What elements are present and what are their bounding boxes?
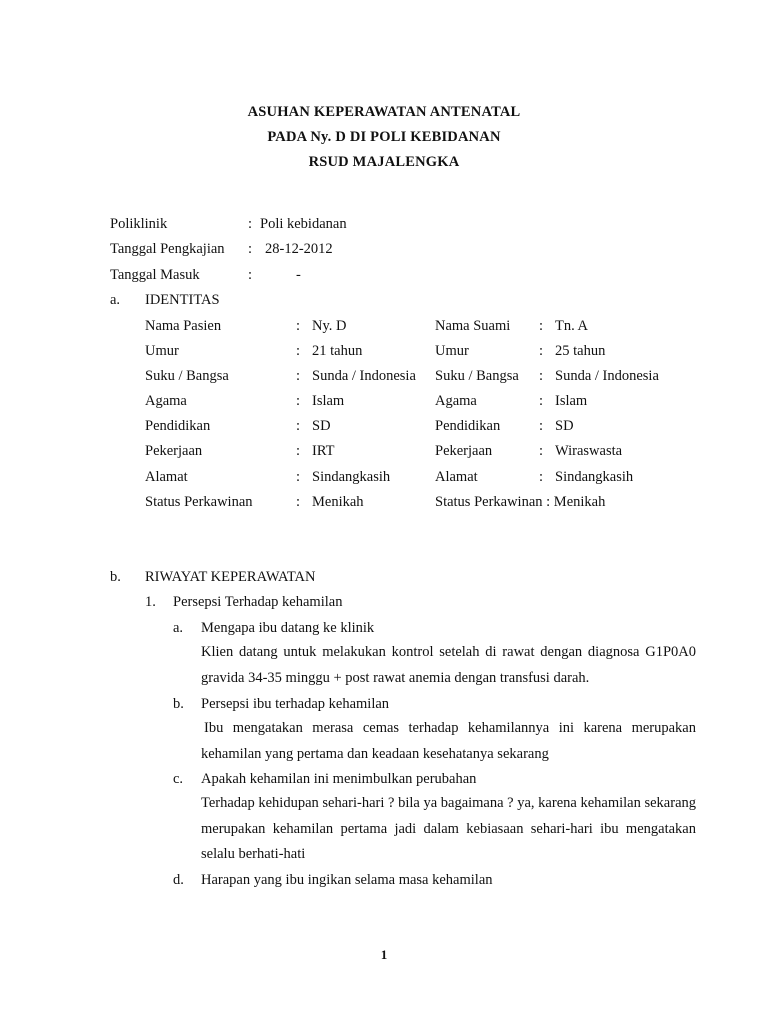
identity-label: Umur [145, 343, 179, 359]
subitem-marker: d. [173, 872, 184, 888]
section-a-heading: IDENTITAS [145, 292, 220, 308]
identity-label: Status Perkawinan [145, 494, 253, 510]
title-line-3: RSUD MAJALENGKA [308, 154, 460, 170]
subitem-question: Persepsi ibu terhadap kehamilan [201, 696, 390, 712]
identity-colon: : [296, 393, 301, 409]
identity-label: Pekerjaan [145, 443, 203, 459]
identity-colon: : [539, 318, 544, 334]
identity-label-2: Suku / Bangsa [435, 368, 519, 384]
field-label-poliklinik: Poliklinik [110, 216, 168, 232]
identity-value: Sindangkasih [312, 469, 391, 485]
identity-colon: : [539, 393, 544, 409]
identity-colon: : [296, 443, 301, 459]
identity-label: Agama [145, 393, 187, 409]
identity-value: Sunda / Indonesia [312, 368, 416, 384]
identity-label-2: Agama [435, 393, 477, 409]
identity-value-2: Sindangkasih [555, 469, 634, 485]
identity-colon: : [296, 368, 301, 384]
field-value-tanggal-pengkajian: 28-12-2012 [265, 241, 333, 257]
field-label-tanggal-masuk: Tanggal Masuk [110, 267, 200, 283]
identity-label-2: Pekerjaan [435, 443, 493, 459]
subitem-marker: b. [173, 696, 184, 712]
item-heading: Persepsi Terhadap kehamilan [173, 594, 343, 610]
identity-colon: : [539, 418, 544, 434]
field-label-tanggal-pengkajian: Tanggal Pengkajian [110, 241, 225, 257]
identity-colon: : [539, 443, 544, 459]
subitem-answer: Terhadap kehidupan sehari-hari ? bila ya bagaimana ? ya, karena kehamilan sekarang merupakan kehamilan pertama jadi dalam kebiasaan sehari-hari ibu mengatakan selalu berhati-hati [201, 795, 696, 862]
field-colon: : [248, 241, 253, 257]
identity-value: Menikah [312, 494, 364, 510]
subitem-marker: c. [173, 771, 184, 787]
title-line-1: ASUHAN KEPERAWATAN ANTENATAL [247, 104, 521, 120]
identity-label-2: Pendidikan [435, 418, 501, 434]
identity-value: Islam [312, 393, 345, 409]
identity-label: Suku / Bangsa [145, 368, 229, 384]
identity-colon: : [296, 418, 301, 434]
field-value-tanggal-masuk: - [296, 267, 301, 283]
page-number: 1 [380, 947, 388, 962]
identity-value: SD [312, 418, 331, 434]
identity-colon: : [296, 318, 301, 334]
identity-colon: : [296, 343, 301, 359]
section-b-heading: RIWAYAT KEPERAWATAN [145, 569, 316, 585]
identity-label: Nama Pasien [145, 318, 222, 334]
identity-value-2: 25 tahun [555, 343, 606, 359]
section-a-marker: a. [110, 292, 121, 308]
identity-label-2: Nama Suami [435, 318, 511, 334]
item-number: 1. [145, 594, 156, 610]
identity-value-2: Islam [555, 393, 588, 409]
identity-colon: : [296, 469, 301, 485]
identity-colon: : [539, 368, 544, 384]
identity-label-2: Status Perkawinan : Menikah [435, 494, 606, 510]
identity-value-2: Tn. A [555, 318, 589, 334]
subitem-question: Apakah kehamilan ini menimbulkan perubahan [201, 771, 477, 787]
field-colon: : [248, 267, 253, 283]
identity-value: 21 tahun [312, 343, 363, 359]
subitem-question: Harapan yang ibu ingikan selama masa kehamilan [201, 872, 493, 888]
identity-label: Pendidikan [145, 418, 211, 434]
identity-value-2: Sunda / Indonesia [555, 368, 659, 384]
field-value-poliklinik: Poli kebidanan [260, 216, 347, 232]
identity-label: Alamat [145, 469, 188, 485]
identity-colon: : [539, 469, 544, 485]
title-line-2: PADA Ny. D DI POLI KEBIDANAN [267, 129, 501, 145]
subitem-question: Mengapa ibu datang ke klinik [201, 620, 375, 636]
identity-value: IRT [312, 443, 335, 459]
identity-colon: : [539, 343, 544, 359]
section-b-marker: b. [110, 569, 121, 585]
subitem-answer: Ibu mengatakan merasa cemas terhadap kehamilannya ini karena merupakan kehamilan yang pertama dan keadaan kesehatanya sekarang [201, 720, 696, 762]
subitem-answer: Klien datang untuk melakukan kontrol setelah di rawat dengan diagnosa G1P0A0 gravida 34-35 minggu + post rawat anemia dengan transfusi darah. [201, 644, 696, 686]
identity-label-2: Umur [435, 343, 469, 359]
identity-value-2: SD [555, 418, 574, 434]
identity-value: Ny. D [312, 318, 347, 334]
identity-colon: : [296, 494, 301, 510]
field-colon: : [248, 216, 253, 232]
subitem-marker: a. [173, 620, 184, 636]
identity-label-2: Alamat [435, 469, 478, 485]
identity-value-2: Wiraswasta [555, 443, 623, 459]
